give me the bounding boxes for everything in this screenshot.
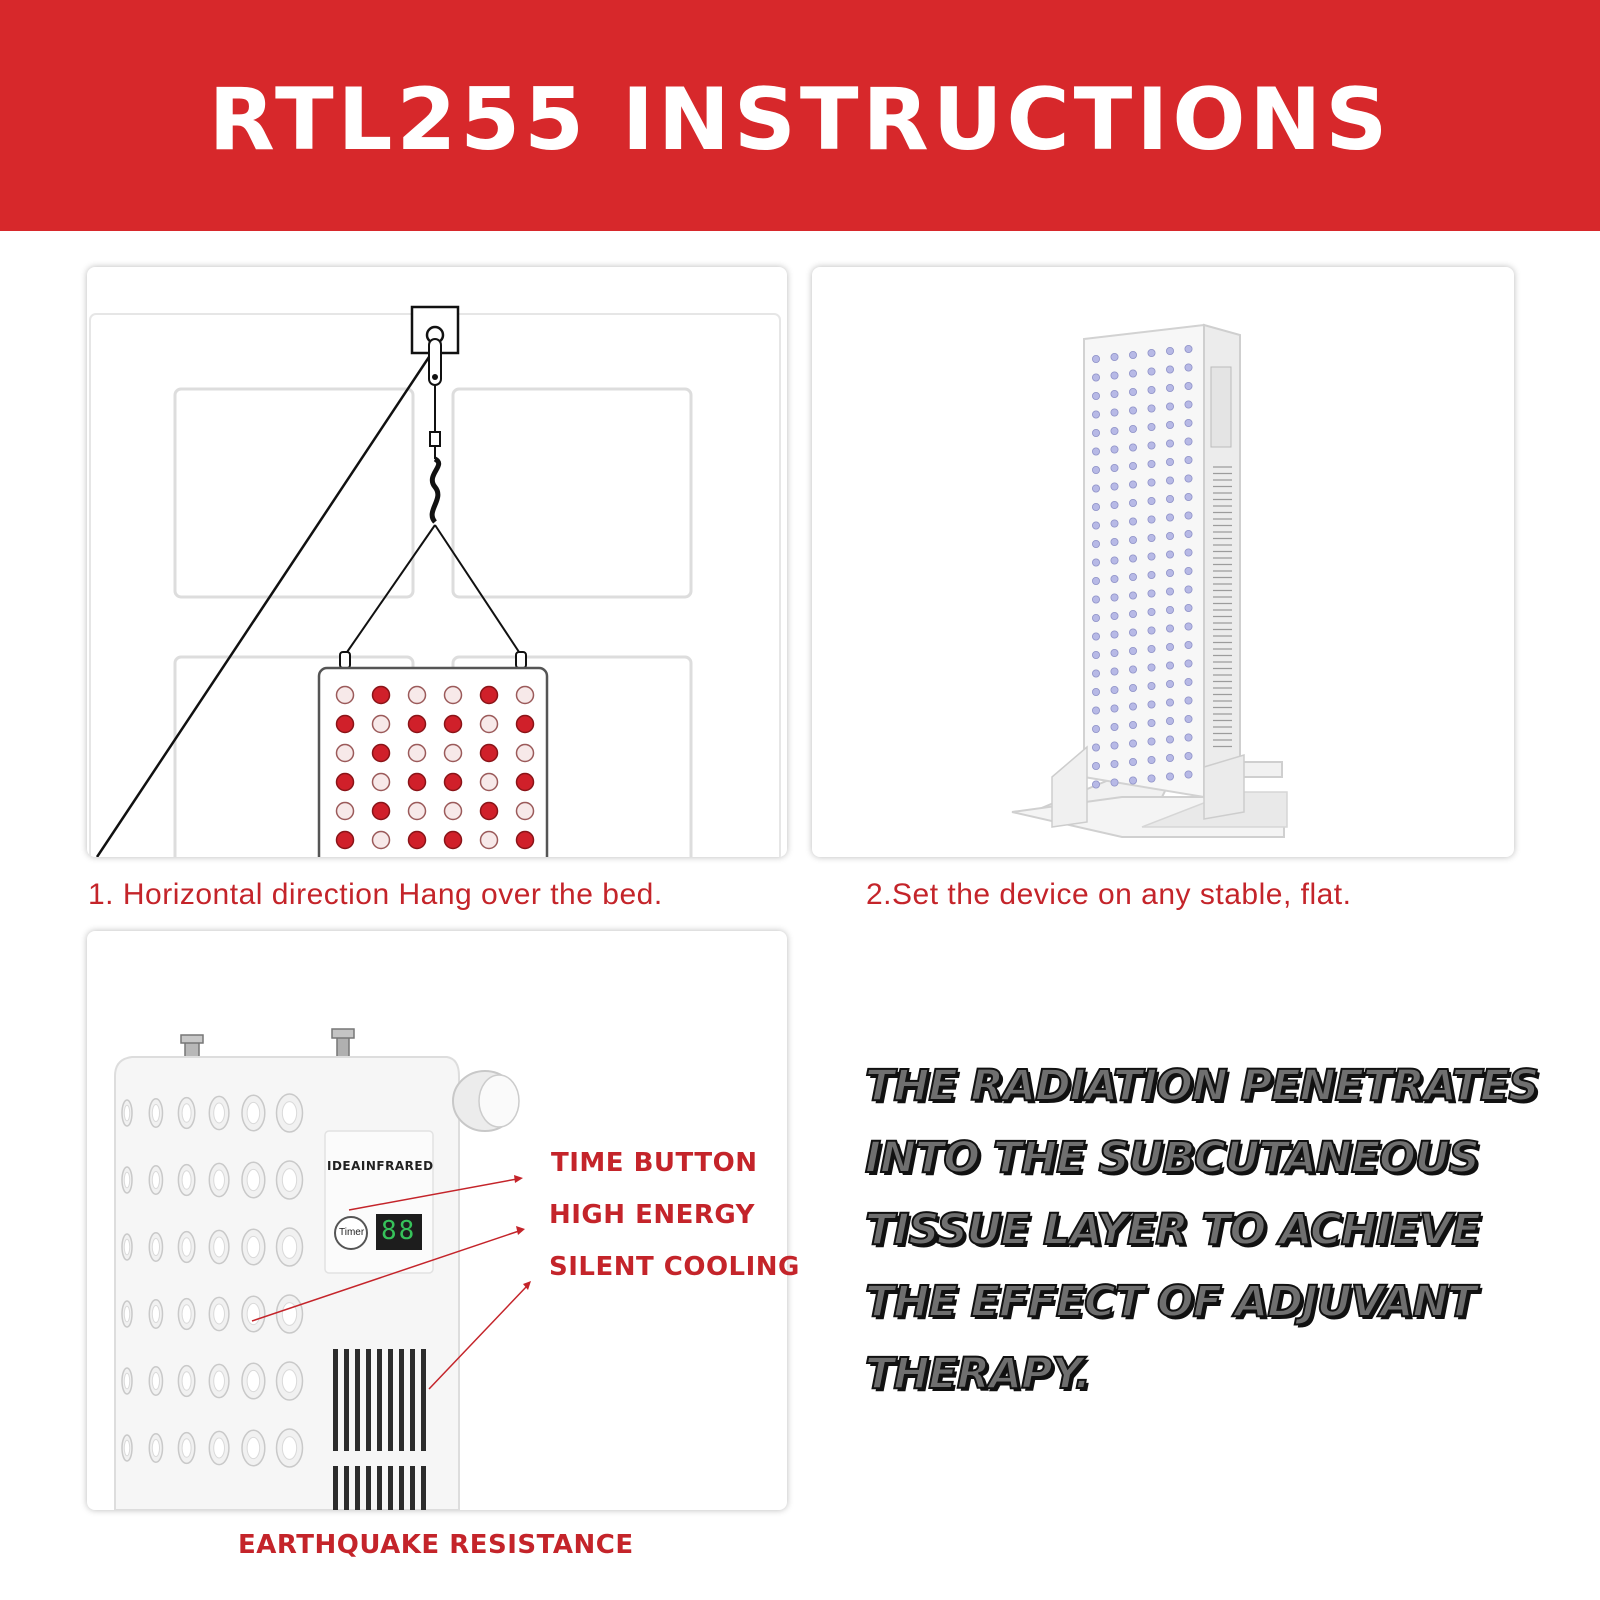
page-title: RTL255 INSTRUCTIONS	[208, 69, 1392, 170]
led-lens-inner	[152, 1372, 159, 1389]
led-dot	[1166, 347, 1173, 354]
led-lens-inner	[152, 1439, 159, 1456]
led-dot	[1129, 703, 1136, 710]
led-dot	[1185, 604, 1192, 611]
led-dot	[1148, 775, 1155, 782]
led-dot	[409, 803, 426, 820]
led-dot	[1185, 456, 1192, 463]
led-dot	[1166, 421, 1173, 428]
led-dot	[1129, 462, 1136, 469]
led-dot	[1129, 647, 1136, 654]
led-lens-inner	[214, 1438, 225, 1458]
led-dot	[1129, 444, 1136, 451]
led-dot	[481, 774, 498, 791]
led-dot	[1111, 668, 1118, 675]
callout-earthquake-resistance: EARTHQUAKE RESISTANCE	[238, 1530, 634, 1560]
led-dot	[337, 716, 354, 733]
led-dot	[481, 716, 498, 733]
led-dot	[445, 774, 462, 791]
led-lens-inner	[152, 1305, 159, 1322]
led-dot	[1166, 384, 1173, 391]
timer-display: 88	[381, 1216, 417, 1246]
led-dot	[1166, 680, 1173, 687]
led-dot	[1111, 538, 1118, 545]
led-dot	[1129, 407, 1136, 414]
led-lens-inner	[214, 1170, 225, 1190]
led-dot	[1185, 697, 1192, 704]
led-dot	[1166, 477, 1173, 484]
led-dot	[1148, 645, 1155, 652]
led-dot	[1111, 353, 1118, 360]
led-dot	[1166, 366, 1173, 373]
led-dot	[1111, 760, 1118, 767]
led-lens-inner	[182, 1372, 191, 1390]
led-dot	[1092, 707, 1099, 714]
led-dot	[373, 716, 390, 733]
led-dot	[1166, 717, 1173, 724]
led-dot	[1111, 446, 1118, 453]
led-lens-inner	[247, 1169, 260, 1190]
led-dot	[1185, 364, 1192, 371]
led-dot	[1166, 736, 1173, 743]
led-dot	[1166, 551, 1173, 558]
led-lens-inner	[282, 1437, 296, 1460]
led-dot	[1148, 571, 1155, 578]
led-dot	[517, 774, 534, 791]
led-dot	[373, 832, 390, 849]
led-dot	[1092, 411, 1099, 418]
led-dot	[1092, 744, 1099, 751]
led-dot	[1111, 631, 1118, 638]
led-lens-inner	[214, 1304, 225, 1324]
led-dot	[337, 803, 354, 820]
led-dot	[445, 745, 462, 762]
led-dot	[1185, 382, 1192, 389]
led-dot	[1129, 684, 1136, 691]
vent-slot	[366, 1466, 371, 1510]
led-dot	[1129, 573, 1136, 580]
led-dot	[1111, 594, 1118, 601]
led-dot	[1111, 742, 1118, 749]
led-dot	[1185, 715, 1192, 722]
led-lens-inner	[214, 1237, 225, 1257]
led-dot	[1148, 738, 1155, 745]
led-dot	[1111, 520, 1118, 527]
led-dot	[1092, 392, 1099, 399]
led-dot	[1148, 608, 1155, 615]
led-dot	[1166, 532, 1173, 539]
led-dot	[1129, 536, 1136, 543]
led-dot	[1185, 438, 1192, 445]
led-dot	[1111, 372, 1118, 379]
led-lens-inner	[182, 1171, 191, 1189]
led-dot	[481, 803, 498, 820]
led-lens-inner	[282, 1370, 296, 1393]
led-dot	[1092, 540, 1099, 547]
led-dot	[517, 803, 534, 820]
led-dot	[1148, 405, 1155, 412]
led-dot	[1148, 423, 1155, 430]
header-banner	[0, 0, 1600, 231]
callout-high-energy: HIGH ENERGY	[549, 1200, 755, 1230]
led-dot	[1111, 723, 1118, 730]
led-dot	[1185, 419, 1192, 426]
led-dot	[373, 745, 390, 762]
led-dot	[517, 687, 534, 704]
led-dot	[1129, 370, 1136, 377]
led-dot	[1166, 458, 1173, 465]
vent-slot	[344, 1349, 349, 1451]
vent-slot	[377, 1466, 382, 1510]
led-dot	[1092, 429, 1099, 436]
led-dot	[1166, 495, 1173, 502]
led-dot	[1166, 569, 1173, 576]
led-dot	[1092, 651, 1099, 658]
led-dot	[1148, 701, 1155, 708]
led-dot	[1092, 596, 1099, 603]
led-dot	[1092, 577, 1099, 584]
vent-slot	[333, 1349, 338, 1451]
led-dot	[1185, 586, 1192, 593]
led-dot	[1111, 649, 1118, 656]
led-dot	[1166, 773, 1173, 780]
callout-silent-cooling: SILENT COOLING	[549, 1252, 800, 1282]
led-dot	[337, 745, 354, 762]
led-dot	[1185, 549, 1192, 556]
therapy-description: THE RADIATION PENETRATES INTO THE SUBCUTANEOUS TISSUE LAYER TO ACHIEVE THE EFFECT OF ADJUVANT THERAPY.	[865, 1061, 1539, 1399]
vent-slot	[399, 1466, 404, 1510]
led-dot	[1111, 501, 1118, 508]
led-dot	[1129, 740, 1136, 747]
vent-slot	[355, 1466, 360, 1510]
led-dot	[517, 716, 534, 733]
led-dot	[409, 774, 426, 791]
led-dot	[1185, 660, 1192, 667]
led-dot	[1185, 752, 1192, 759]
led-dot	[445, 803, 462, 820]
stand-caption: 2.Set the device on any stable, flat.	[866, 878, 1352, 911]
led-dot	[1129, 481, 1136, 488]
led-dot	[445, 832, 462, 849]
led-dot	[1148, 553, 1155, 560]
led-dot	[1166, 625, 1173, 632]
led-dot	[517, 745, 534, 762]
hanging-illustration	[87, 267, 787, 857]
led-dot	[1129, 666, 1136, 673]
led-dot	[1185, 771, 1192, 778]
led-dot	[1185, 734, 1192, 741]
led-lens-inner	[152, 1171, 159, 1188]
led-dot	[1148, 627, 1155, 634]
led-lens-inner	[124, 1306, 130, 1322]
led-dot	[1148, 664, 1155, 671]
vent-slot	[355, 1349, 360, 1451]
vent-slot	[399, 1349, 404, 1451]
led-lens-inner	[247, 1236, 260, 1257]
led-dot	[1092, 559, 1099, 566]
brand-label: IDEAINFRARED	[327, 1159, 434, 1173]
led-dot	[409, 832, 426, 849]
led-dot	[1148, 386, 1155, 393]
led-dot	[445, 716, 462, 733]
led-dot	[1092, 522, 1099, 529]
led-lens-inner	[282, 1102, 296, 1125]
led-lens-inner	[247, 1102, 260, 1123]
led-dot	[1166, 440, 1173, 447]
led-dot	[481, 832, 498, 849]
led-dot	[1111, 575, 1118, 582]
led-dot	[1166, 754, 1173, 761]
led-dot	[337, 774, 354, 791]
led-dot	[1148, 368, 1155, 375]
led-dot	[1185, 345, 1192, 352]
led-dot	[1185, 641, 1192, 648]
led-dot	[445, 687, 462, 704]
led-dot	[1129, 721, 1136, 728]
led-dot	[1111, 427, 1118, 434]
led-dot	[1129, 629, 1136, 636]
led-dot	[1111, 612, 1118, 619]
led-dot	[1092, 503, 1099, 510]
led-lens-inner	[182, 1305, 191, 1323]
standing-device-illustration	[812, 267, 1514, 857]
led-dot	[1111, 557, 1118, 564]
led-dot	[409, 716, 426, 733]
led-lens-inner	[247, 1437, 260, 1458]
led-dot	[1185, 493, 1192, 500]
led-dot	[1111, 390, 1118, 397]
led-dot	[337, 687, 354, 704]
led-dot	[1092, 374, 1099, 381]
led-lens-inner	[182, 1439, 191, 1457]
led-lens-inner	[152, 1104, 159, 1121]
led-dot	[1148, 719, 1155, 726]
led-dot	[1111, 705, 1118, 712]
led-dot	[1185, 401, 1192, 408]
led-dot	[1185, 678, 1192, 685]
vent-slot	[421, 1466, 426, 1510]
led-dot	[1148, 534, 1155, 541]
led-dot	[1185, 623, 1192, 630]
led-lens-inner	[247, 1303, 260, 1324]
led-dot	[1129, 592, 1136, 599]
led-dot	[373, 774, 390, 791]
led-dot	[1092, 614, 1099, 621]
led-dot	[1092, 466, 1099, 473]
led-dot	[1185, 567, 1192, 574]
led-dot	[373, 803, 390, 820]
led-dot	[1148, 682, 1155, 689]
vent-slot	[344, 1466, 349, 1510]
vent-slot	[388, 1349, 393, 1451]
led-dot	[481, 687, 498, 704]
led-dot	[1166, 699, 1173, 706]
led-dot	[1111, 686, 1118, 693]
led-lens-inner	[282, 1169, 296, 1192]
led-dot	[1129, 351, 1136, 358]
led-dot	[1148, 497, 1155, 504]
led-lens-inner	[214, 1103, 225, 1123]
led-lens-inner	[124, 1172, 130, 1188]
led-lens-inner	[282, 1236, 296, 1259]
led-dot	[1166, 588, 1173, 595]
led-dot	[1185, 475, 1192, 482]
vent-slot	[377, 1349, 382, 1451]
led-dot	[1166, 403, 1173, 410]
led-dot	[1148, 590, 1155, 597]
vent-slot	[388, 1466, 393, 1510]
led-lens-inner	[124, 1105, 130, 1121]
led-dot	[1166, 606, 1173, 613]
led-lens-inner	[182, 1104, 191, 1122]
led-dot	[1129, 518, 1136, 525]
led-dot	[1129, 777, 1136, 784]
led-dot	[1092, 448, 1099, 455]
led-dot	[1129, 555, 1136, 562]
led-dot	[1111, 409, 1118, 416]
led-dot	[1148, 460, 1155, 467]
led-lens-inner	[124, 1440, 130, 1456]
led-dot	[481, 745, 498, 762]
led-dot	[517, 832, 534, 849]
led-dot	[1185, 530, 1192, 537]
led-dot	[1148, 756, 1155, 763]
led-dot	[1092, 725, 1099, 732]
led-dot	[1166, 514, 1173, 521]
led-dot	[1129, 758, 1136, 765]
led-dot	[337, 832, 354, 849]
led-dot	[1148, 516, 1155, 523]
timer-button: Timer	[339, 1227, 365, 1238]
led-lens-inner	[182, 1238, 191, 1256]
led-dot	[409, 745, 426, 762]
led-lens-inner	[247, 1370, 260, 1391]
led-dot	[1111, 464, 1118, 471]
led-lens-inner	[214, 1371, 225, 1391]
led-dot	[1148, 442, 1155, 449]
led-dot	[1092, 762, 1099, 769]
led-dot	[1111, 483, 1118, 490]
led-dot	[1092, 485, 1099, 492]
vent-slot	[366, 1349, 371, 1451]
callout-time-button: TIME BUTTON	[551, 1148, 758, 1178]
led-dot	[1129, 499, 1136, 506]
led-lens-inner	[152, 1238, 159, 1255]
led-dot	[1129, 610, 1136, 617]
vent-slot	[333, 1466, 338, 1510]
led-dot	[1185, 512, 1192, 519]
led-dot	[1111, 779, 1118, 786]
led-lens-inner	[124, 1239, 130, 1255]
led-dot	[1092, 781, 1099, 788]
led-dot	[1166, 643, 1173, 650]
led-dot	[1092, 688, 1099, 695]
led-dot	[409, 687, 426, 704]
led-dot	[1129, 388, 1136, 395]
led-dot	[1148, 349, 1155, 356]
led-dot	[373, 687, 390, 704]
led-dot	[1166, 662, 1173, 669]
led-dot	[1092, 355, 1099, 362]
led-dot	[1148, 479, 1155, 486]
led-dot	[1129, 425, 1136, 432]
led-dot	[1092, 633, 1099, 640]
hang-caption: 1. Horizontal direction Hang over the bed.	[88, 878, 663, 911]
led-lens-inner	[124, 1373, 130, 1389]
vent-slot	[410, 1349, 415, 1451]
vent-slot	[410, 1466, 415, 1510]
led-dot	[1092, 670, 1099, 677]
vent-slot	[421, 1349, 426, 1451]
